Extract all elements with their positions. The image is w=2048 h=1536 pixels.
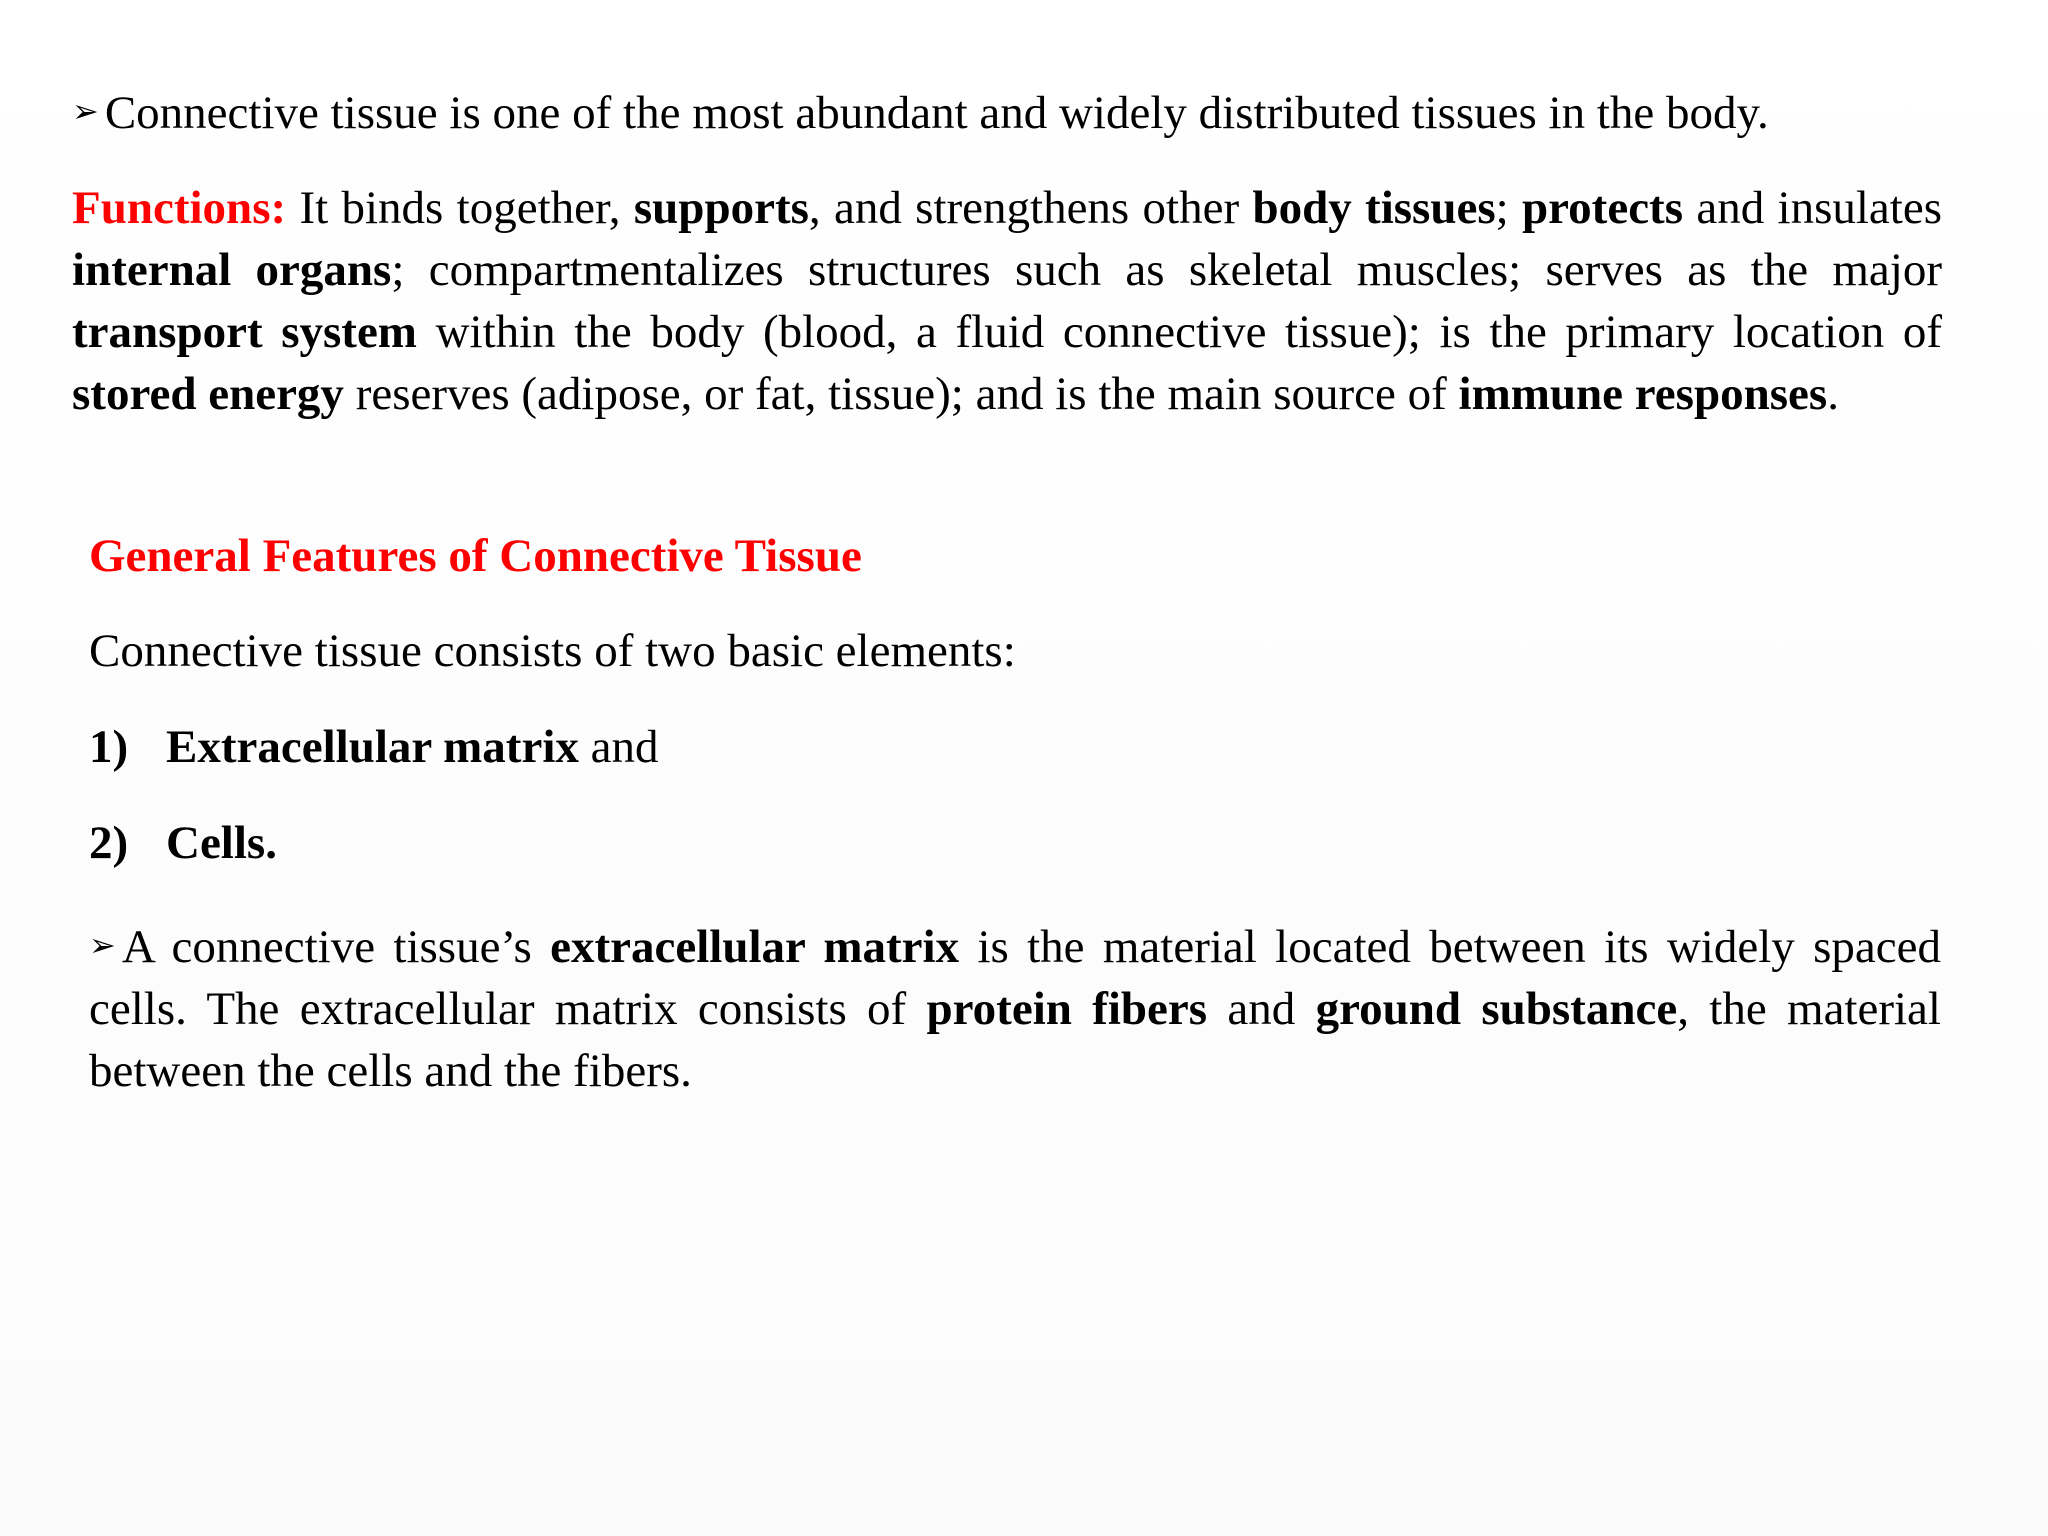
matrix-paragraph (89, 914, 1941, 1102)
list-item (89, 812, 1689, 874)
functions-text: ; compartmentalizes structures such as skeletal muscles; serves as the major (391, 244, 1943, 296)
functions-text: . (1827, 368, 1839, 420)
section-heading: General Features of Connective Tissue (89, 530, 862, 582)
matrix-text: , the material between the cells and the fibers. (89, 983, 1941, 1097)
list-item-keyword: Cells. (166, 817, 277, 869)
matrix-text: is the material located between its widely spaced cells. The extracellular matrix consists of (89, 921, 1941, 1035)
arrow-bullet-icon: ➢ (89, 926, 116, 964)
functions-text: , and strengthens other (808, 182, 1253, 234)
functions-text: reserves (adipose, or fat, tissue); and is the main source of (343, 368, 1459, 420)
matrix-keyword: extracellular matrix (550, 921, 960, 973)
list-number: 1) (89, 721, 129, 773)
functions-label: Functions: (72, 182, 287, 234)
list-item-keyword: Extracellular matrix (166, 721, 579, 773)
functions-text: and insulates (1683, 182, 1942, 234)
lead-text: Connective tissue consists of two basic elements: (89, 625, 1016, 677)
functions-keyword: transport system (72, 306, 417, 358)
matrix-text: A connective tissue’s (121, 921, 551, 973)
functions-keyword: stored energy (72, 368, 344, 420)
arrow-bullet-icon: ➢ (72, 92, 99, 130)
list-item (89, 716, 1689, 778)
matrix-keyword: ground substance (1315, 983, 1678, 1035)
list-number: 2) (89, 817, 129, 869)
functions-keyword: internal organs (72, 244, 392, 296)
functions-keyword: immune responses (1458, 368, 1828, 420)
matrix-keyword: protein fibers (926, 983, 1208, 1035)
matrix-text: and (1207, 983, 1316, 1035)
functions-text: ; (1495, 182, 1523, 234)
functions-keyword: protects (1522, 182, 1683, 234)
list-item-text: and (578, 721, 659, 773)
functions-text: It binds together, (286, 182, 634, 234)
intro-paragraph (72, 80, 1952, 144)
functions-text: within the body (blood, a fluid connective tissue); is the primary location of (416, 306, 1942, 358)
functions-paragraph (72, 177, 1942, 425)
functions-keyword: body tissues (1252, 182, 1496, 234)
functions-keyword: supports (633, 182, 809, 234)
intro-text: Connective tissue is one of the most abundant and widely distributed tissues in the body. (104, 87, 1769, 139)
